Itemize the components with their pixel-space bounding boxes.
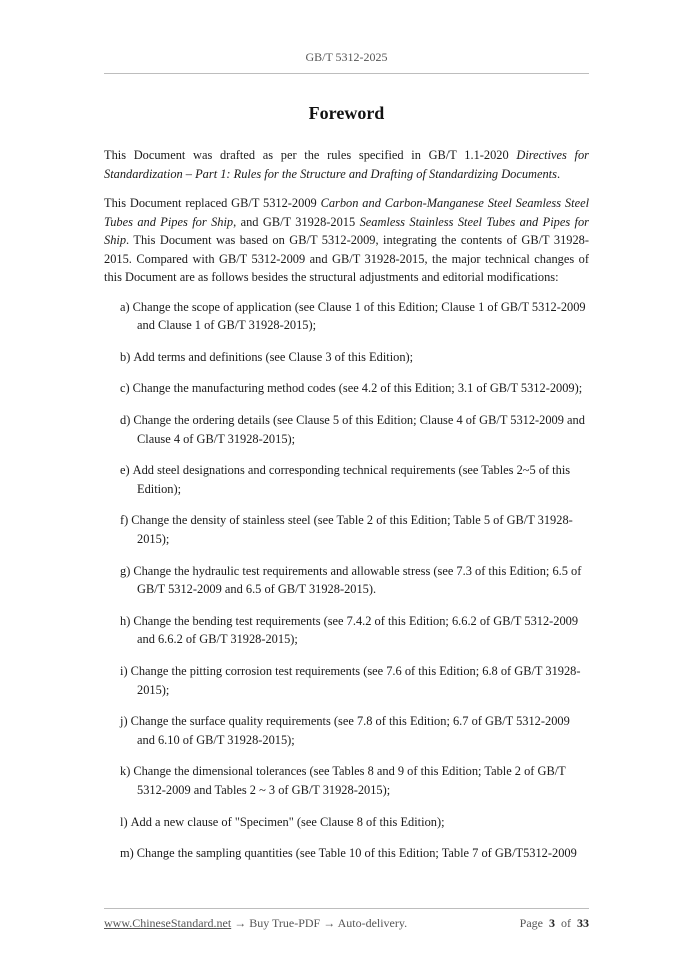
list-item-text: Change the bending test requirements (see 7.4.2 of this Edition; 6.6.2 of GB/T 5312-2009 and 6.6.2 of GB/T 31928-2015);	[133, 613, 579, 647]
list-item-label: l)	[120, 814, 128, 829]
list-item	[104, 298, 589, 335]
para-text: . This Document was based on GB/T 5312-2009, integrating the contents of GB/T 31928-2015. Compared with GB/T 5312-2009 and GB/T 31928-2015, the major technical changes of this Document are as follows besides the structural adjustments and editorial modifications:	[104, 233, 589, 284]
header-divider	[104, 73, 589, 74]
list-item	[104, 562, 589, 599]
page-word: Page	[519, 916, 543, 930]
paragraph-replacement	[104, 194, 589, 287]
list-item	[104, 461, 589, 498]
para-text: .	[556, 166, 561, 181]
list-item-label: c)	[120, 381, 130, 396]
page-current: 3	[549, 916, 555, 930]
list-item-text: Change the pitting corrosion test requirements (see 7.6 of this Edition; 6.8 of GB/T 31928-2015);	[130, 664, 581, 697]
list-item-label: d)	[120, 413, 131, 428]
referenced-title: Directives for Standardization – Part 1: Rules for the Structure and Drafting of Standardizing Documents	[104, 148, 589, 181]
list-item	[104, 844, 589, 863]
list-item-text: Add terms and definitions (see Clause 3 of this Edition);	[133, 349, 414, 364]
promo-text: → Buy True-PDF → Auto-delivery.	[231, 916, 408, 930]
list-item-label: j)	[120, 714, 128, 729]
para-text: This Document replaced GB/T 5312-2009	[104, 196, 321, 210]
list-item	[104, 762, 589, 799]
paragraph-drafting-rules	[104, 146, 589, 183]
referenced-title: Carbon and Carbon-Manganese Steel Seamless Steel Tubes and Pipes for Ship	[104, 196, 590, 229]
list-item-text: Change the dimensional tolerances (see Tables 8 and 9 of this Edition; Table 2 of GB/T 5312-2009 and Tables 2 ~ 3 of GB/T 31928-2015);	[133, 764, 566, 797]
para-text: , and GB/T 31928-2015	[233, 214, 360, 229]
list-item-text: Change the ordering details (see Clause 5 of this Edition; Clause 4 of GB/T 5312-2009 and Clause 4 of GB/T 31928-2015);	[133, 413, 585, 446]
of-word: of	[561, 916, 571, 930]
list-item-text: Change the manufacturing method codes (see 4.2 of this Edition; 3.1 of GB/T 5312-2009);	[132, 381, 583, 396]
list-item-text: Change the hydraulic test requirements and allowable stress (see 7.3 of this Edition; 6.5 of GB/T 5312-2009 and 6.5 of GB/T 31928-2015).	[133, 563, 582, 597]
list-item	[104, 379, 589, 398]
list-item-text: Add steel designations and corresponding technical requirements (see Tables 2~5 of this Edition);	[132, 463, 571, 496]
page-title: Foreword	[308, 103, 385, 123]
list-item	[104, 348, 589, 367]
list-item	[104, 411, 589, 448]
list-item	[104, 511, 589, 548]
footer-divider	[104, 908, 589, 909]
list-item-label: a)	[120, 299, 130, 314]
footer-left	[104, 916, 407, 931]
referenced-title: Seamless Stainless Steel Tubes and Pipes for Ship	[104, 214, 590, 247]
list-item-label: k)	[120, 764, 131, 779]
list-item-label: i)	[120, 664, 128, 678]
list-item	[104, 662, 589, 699]
list-item	[104, 813, 589, 832]
para-text: This Document was drafted as per the rules specified in GB/T 1.1-2020	[104, 148, 517, 162]
list-item-text: Change the surface quality requirements (see 7.8 of this Edition; 6.7 of GB/T 5312-2009 and 6.10 of GB/T 31928-2015);	[130, 714, 570, 747]
list-item-text: Add a new clause of "Specimen" (see Clause 8 of this Edition);	[130, 814, 445, 829]
page-total: 33	[577, 916, 589, 930]
list-item-text: Change the sampling quantities (see Table 10 of this Edition; Table 7 of GB/T5312-2009	[136, 846, 577, 861]
list-item-label: b)	[120, 349, 131, 364]
changes-list	[104, 298, 589, 863]
list-item	[104, 612, 589, 649]
list-item-label: e)	[120, 463, 130, 478]
list-item-label: m)	[120, 846, 134, 861]
site-link[interactable]: www.ChineseStandard.net	[104, 916, 232, 930]
list-item-text: Change the density of stainless steel (see Table 2 of this Edition; Table 5 of GB/T 31928-2015);	[131, 513, 573, 546]
list-item-label: h)	[120, 613, 131, 628]
page-number	[520, 916, 589, 931]
list-item-label: g)	[120, 563, 131, 578]
list-item	[104, 712, 589, 749]
list-item-text: Change the scope of application (see Clause 1 of this Edition; Clause 1 of GB/T 5312-2009 and Clause 1 of GB/T 31928-2015);	[132, 299, 586, 332]
running-header: GB/T 5312-2025	[305, 50, 388, 64]
list-item-label: f)	[120, 513, 129, 528]
document-body	[104, 146, 589, 876]
